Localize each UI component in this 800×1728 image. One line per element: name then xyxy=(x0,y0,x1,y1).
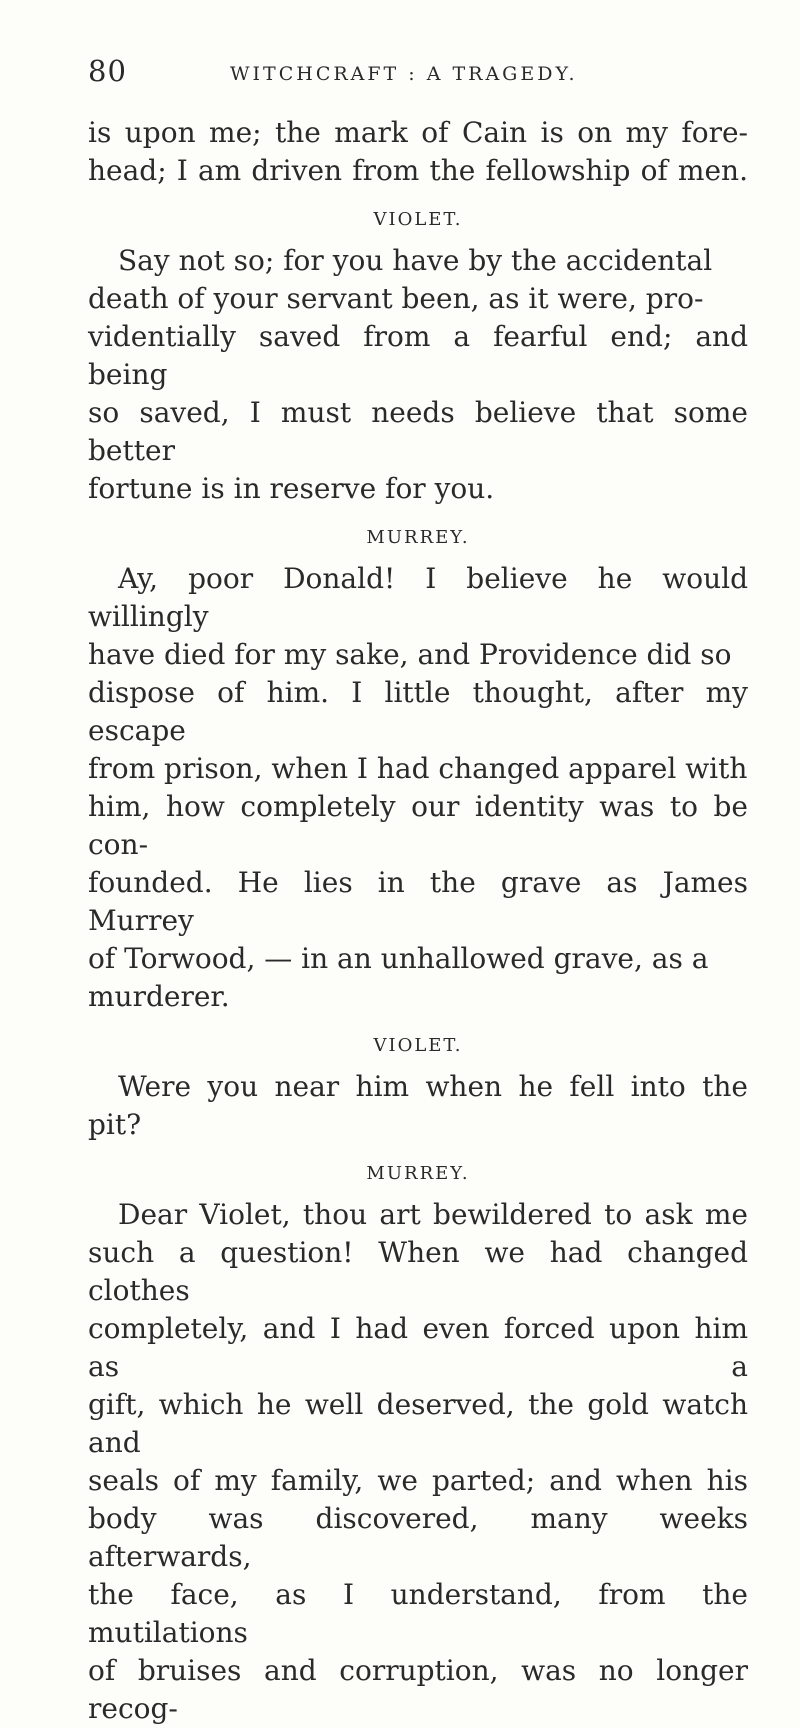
text-line: Dear Violet, thou art bewildered to ask me xyxy=(118,1198,748,1231)
speaker-name: VIOLET. xyxy=(373,209,463,230)
paragraph xyxy=(88,114,748,190)
page-number: 80 xyxy=(88,54,127,88)
text-line: fortune is in reserve for you. xyxy=(88,472,495,505)
text-line: founded. He lies in the grave as James Murrey xyxy=(88,866,748,937)
speaker-name: VIOLET. xyxy=(373,1035,463,1056)
text-line: Ay, poor Donald! I believe he would willingly xyxy=(88,562,748,633)
text-line: seals of my family, we parted; and when his xyxy=(88,1464,748,1497)
text-line: dispose of him. I little thought, after my escape xyxy=(88,676,748,747)
text-line: the face, as I understand, from the mutilations xyxy=(88,1578,748,1649)
text-line: of Torwood, — in an unhallowed grave, as a xyxy=(88,942,709,975)
text-line: of bruises and corruption, was no longer recog- xyxy=(88,1654,748,1725)
text-line: completely, and I had even forced upon him as a xyxy=(88,1312,748,1383)
text-line: is upon me; the mark of Cain is on my fore- xyxy=(88,116,748,149)
text-line: gift, which he well deserved, the gold watch and xyxy=(88,1388,748,1459)
text-line: Say not so; for you have by the accidental xyxy=(118,244,713,277)
speaker-name: MURREY. xyxy=(366,1163,470,1184)
text-line: videntially saved from a fearful end; and being xyxy=(88,320,748,391)
text-line: Were you near him when he fell into the pit? xyxy=(88,1070,748,1141)
page-header xyxy=(88,54,608,94)
text-line: murderer. xyxy=(88,980,230,1013)
paragraph xyxy=(88,1068,748,1144)
text-line: body was discovered, many weeks afterwards, xyxy=(88,1502,748,1573)
text-line: from prison, when I had changed apparel with xyxy=(88,752,748,785)
text-line: death of your servant been, as it were, pro- xyxy=(88,282,704,315)
paragraph xyxy=(88,560,748,1016)
text-line: such a question! When we had changed clothes xyxy=(88,1236,748,1307)
text-line: so saved, I must needs believe that some better xyxy=(88,396,748,467)
paragraph xyxy=(88,1196,748,1728)
speaker-name: MURREY. xyxy=(366,527,470,548)
text-line: have died for my sake, and Providence did so xyxy=(88,638,732,671)
text-line: head; I am driven from the fellowship of men. xyxy=(88,154,748,187)
running-head: WITCHCRAFT : A TRAGEDY. xyxy=(230,63,578,85)
body-text xyxy=(88,114,748,1728)
text-line: him, how completely our identity was to be con- xyxy=(88,790,748,861)
paragraph xyxy=(88,242,748,508)
